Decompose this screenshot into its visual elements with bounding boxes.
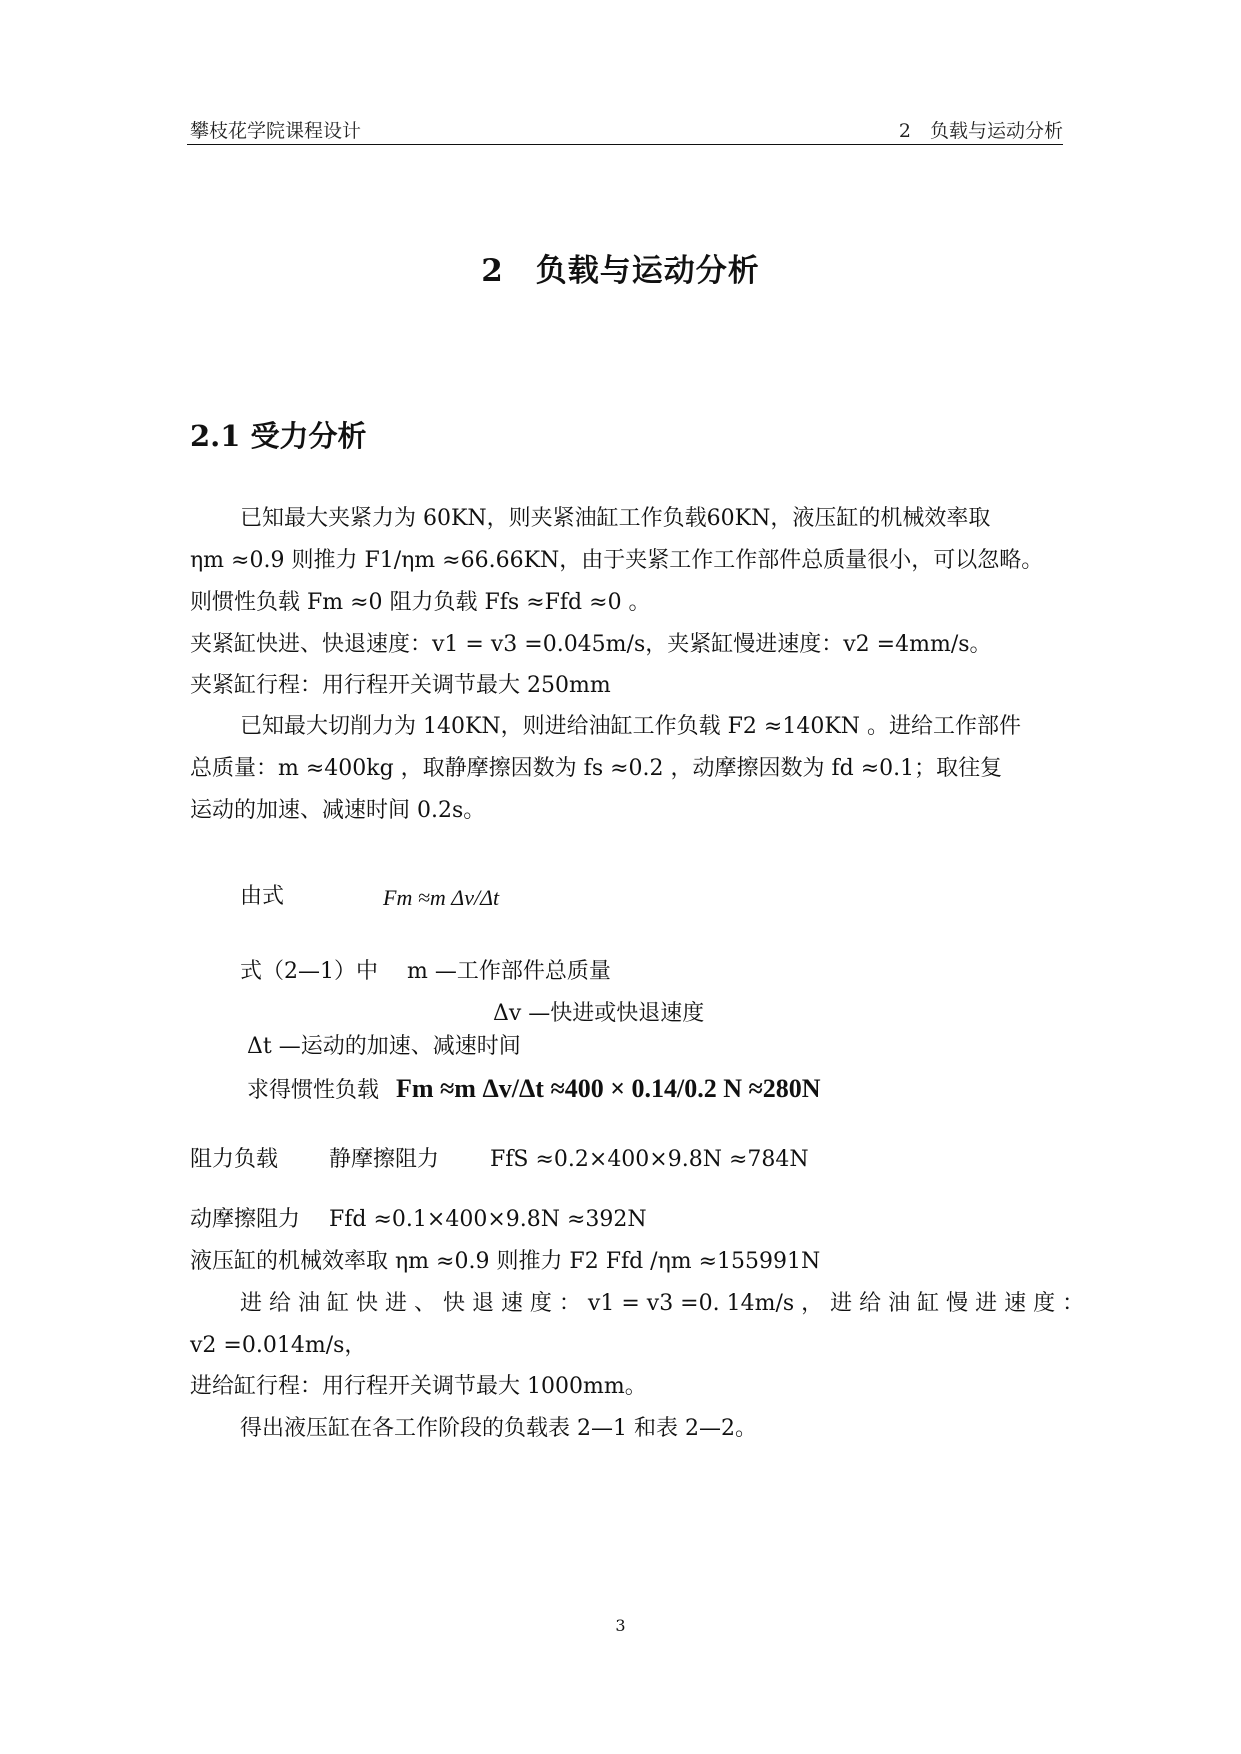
body-line-11: Δv —快进或快退速度 (493, 1001, 705, 1026)
body-line-17: 进 给 油 缸 快 进 、 快 退 速 度 ： v1 = v3 =0. 14m/s ， 进 给 油 缸 慢 进 速 度 ： (240, 1291, 1085, 1316)
header-rule (187, 144, 1063, 145)
body-line-3: 则惯性负载 Fm ≈0 阻力负载 Ffs ≈Ffd ≈0 。 (190, 590, 651, 615)
header-right: 2 负载与运动分析 (898, 120, 1063, 142)
body-line-1: 已知最大夹紧力为 60KN，则夹紧油缸工作负载60KN，液压缸的机械效率取 (240, 506, 991, 531)
body-line-20: 得出液压缸在各工作阶段的负载表 2—1 和表 2—2。 (240, 1416, 757, 1441)
body-line-6: 已知最大切削力为 140KN，则进给油缸工作负载 F2 ≈140KN 。进给工作部件 (240, 714, 1022, 739)
page-number: 3 (615, 1616, 626, 1635)
body-line-5: 夹紧缸行程：用行程开关调节最大 250mm (190, 673, 611, 698)
chapter-title: 2 负载与运动分析 (481, 253, 760, 289)
body-line-2: ηm ≈0.9 则推力 F1/ηm ≈66.66KN，由于夹紧工作工作部件总质量很小，可以忽略。 (190, 548, 1044, 573)
body-line-16: 液压缸的机械效率取 ηm ≈0.9 则推力 F2 Ffd /ηm ≈155991N (190, 1249, 821, 1274)
body-line-12: Δt —运动的加速、减速时间 (247, 1034, 521, 1059)
body-line-8: 运动的加速、减速时间 0.2s。 (190, 798, 486, 823)
equation-inertia: Fm ≈m Δv/Δt (383, 885, 500, 910)
section-title: 2.1 受力分析 (190, 419, 367, 453)
body-line-9: 由式 (240, 884, 285, 909)
body-line-19: 进给缸行程：用行程开关调节最大 1000mm。 (190, 1374, 647, 1399)
body-line-18: v2 =0.014m/s， (190, 1333, 367, 1358)
equation-inertia-result: Fm ≈m Δv/Δt ≈400 × 0.14/0.2 N ≈280N (396, 1074, 821, 1103)
body-line-15: 动摩擦阻力 Ffd ≈0.1×400×9.8N ≈392N (190, 1207, 647, 1232)
header-left: 攀枝花学院课程设计 (190, 120, 362, 142)
body-line-13: 求得惯性负载 (247, 1078, 380, 1103)
body-line-14: 阻力负载 静摩擦阻力 FfS ≈0.2×400×9.8N ≈784N (190, 1147, 809, 1172)
body-line-4: 夹紧缸快进、快退速度：v1 = v3 =0.045m/s，夹紧缸慢进速度：v2 =4mm/s。 (190, 632, 992, 657)
body-line-10: 式（2—1）中 m —工作部件总质量 (240, 959, 611, 984)
body-line-7: 总质量：m ≈400kg ，取静摩擦因数为 fs ≈0.2 ，动摩擦因数为 fd ≈0.1；取往复 (190, 756, 1003, 781)
